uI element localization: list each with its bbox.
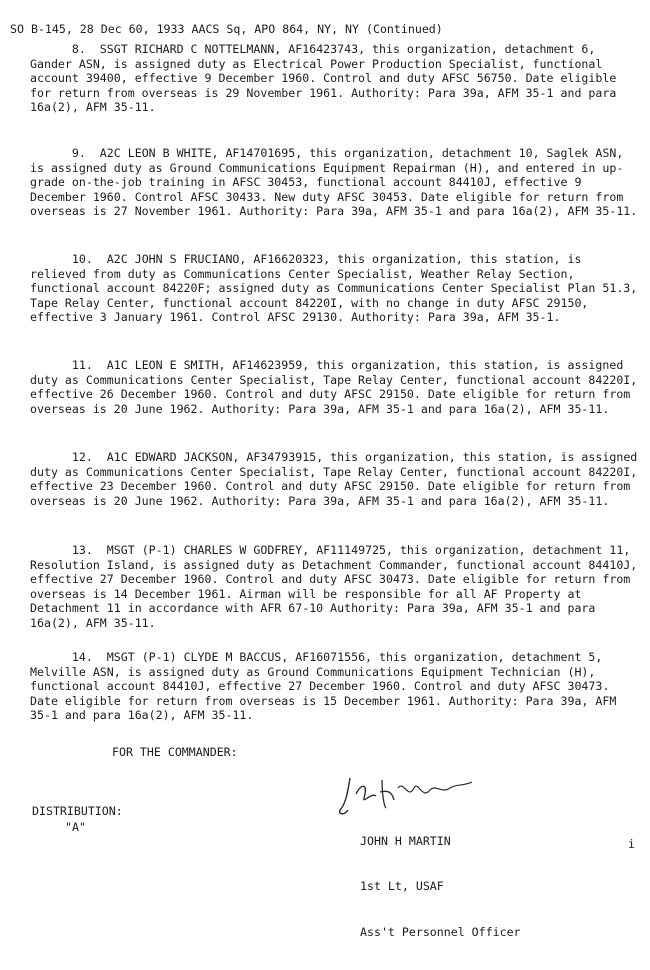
signature-block (360, 805, 521, 970)
distribution-label: DISTRIBUTION: (32, 804, 123, 818)
closing-line: FOR THE COMMANDER: (112, 745, 238, 759)
paragraph-12: 12. A1C EDWARD JACKSON, AF34793915, this organization, this station, is assigned duty as Communications Center Specialist, Tape Relay Center, functional account 84220I, effective 23 December 1960. Control and duty AFSC 29150. Date eligible for return from overseas is 20 June 1962. Authority: Para 39a, AFM 35-1 and para 16a(2), AFM 35-11. (30, 450, 645, 508)
distribution-value: "A" (65, 820, 86, 834)
paragraph-10: 10. A2C JOHN S FRUCIANO, AF16620323, this organization, this station, is relieved from duty as Communications Center Specialist, Weather Relay Section, functional account 84220F; assigned duty as Communications Center Specialist Plan 51.3, Tape Relay Center, functional account 84220I, with no change in duty AFSC 29150, effective 3 January 1961. Control AFSC 29130. Authority: Para 39a, AFM 35-1. (30, 252, 645, 325)
paragraph-14: 14. MSGT (P-1) CLYDE M BACCUS, AF16071556, this organization, detachment 5, Melville ASN, is assigned duty as Ground Communications Equipment Technician (H), functional account 84410J, effective 27 December 1960. Control and duty AFSC 30473. Date eligible for return from overseas is 15 December 1961. Authority: Para 39a, AFM 35-1 and para 16a(2), AFM 35-11. (30, 650, 624, 723)
signer-rank: 1st Lt, USAF (360, 879, 444, 894)
paragraph-9: 9. A2C LEON B WHITE, AF14701695, this organization, detachment 10, Saglek ASN, is assigned duty as Ground Communications Equipment Repairman (H), and entered in up-grade on-the-job training in AFSC 30453, functional account 84410J, effective 9 December 1960. Control AFSC 30433. New duty AFSC 30453. Date eligible for return from overseas is 27 November 1961. Authority: Para 39a, AFM 35-1 and para 16a(2), AFM 35-11. (30, 146, 638, 219)
paragraph-13: 13. MSGT (P-1) CHARLES W GODFREY, AF11149725, this organization, detachment 11, Resolution Island, is assigned duty as Detachment Commander, functional account 84410J, effective 27 December 1960. Control and duty AFSC 30473. Date eligible for return from overseas is 14 December 1961. Airman will be responsible for all AF Property at Detachment 11 in accordance with AFR 67-10 Authority: Para 39a, AFM 35-1 and para 16a(2), AFM 35-11. (30, 543, 645, 630)
signer-title: Ass't Personnel Officer (360, 924, 521, 939)
paragraph-11: 11. A1C LEON E SMITH, AF14623959, this organization, this station, is assigned duty as Communications Center Specialist, Tape Relay Center, functional account 84220I, effective 26 December 1960. Control and duty AFSC 29150. Date eligible for return from overseas is 20 June 1962. Authority: Para 39a, AFM 35-1 and para 16a(2), AFM 35-11. (30, 358, 645, 416)
signer-name: JOHN H MARTIN (360, 834, 451, 849)
page-mark: i (628, 837, 635, 851)
order-header: SO B-145, 28 Dec 60, 1933 AACS Sq, APO 864, NY, NY (Continued) (10, 22, 443, 36)
paragraph-8: 8. SSGT RICHARD C NOTTELMANN, AF16423743, this organization, detachment 6, Gander ASN, is assigned duty as Electrical Power Production Specialist, functional account 39400, effective 9 December 1960. Control and duty AFSC 56750. Date eligible for return from overseas is 29 November 1961. Authority: Para 39a, AFM 35-1 and para 16a(2), AFM 35-11. (30, 42, 624, 115)
